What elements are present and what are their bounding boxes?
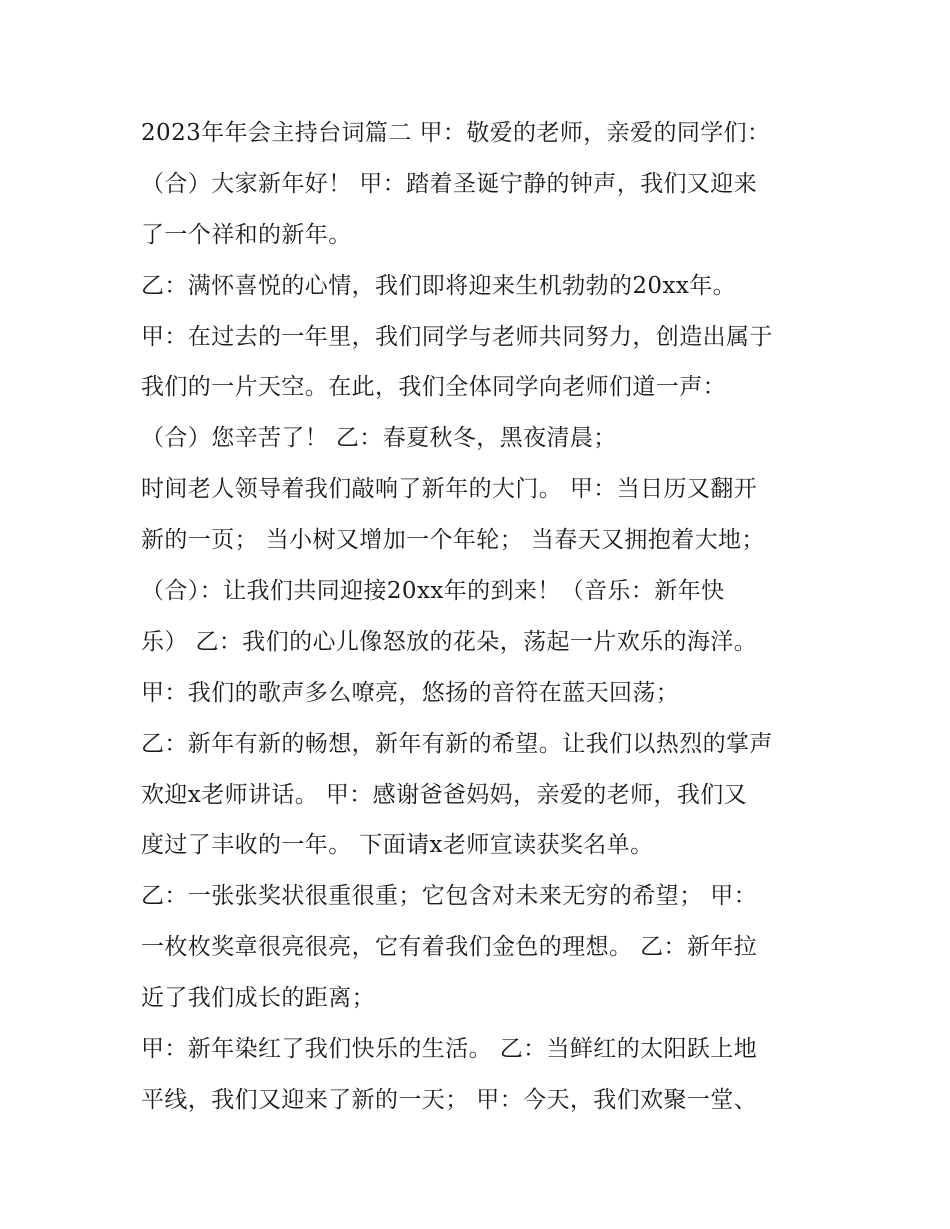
text-line: 新的一页； 当小树又增加一个年轮； 当春天又拥抱着大地； xyxy=(141,527,765,554)
text-line: 甲：新年染红了我们快乐的生活。 乙：当鲜红的太阳跃上地 xyxy=(141,1036,758,1063)
text-line: 乙：新年有新的畅想，新年有新的希望。让我们以热烈的掌声 xyxy=(141,730,773,757)
text-line: 时间老人领导着我们敲响了新年的大门。 甲：当日历又翻开 xyxy=(141,476,758,503)
text-line: 平线，我们又迎来了新的一天； 甲：今天，我们欢聚一堂、 xyxy=(141,1086,758,1113)
text-line: （合）大家新年好！ 甲：踏着圣诞宁静的钟声，我们又迎来 xyxy=(141,170,758,197)
text-line: （合）您辛苦了！ 乙：春夏秋冬，黑夜清晨； xyxy=(141,425,617,452)
text-line: 欢迎x老师讲话。 甲：感谢爸爸妈妈，亲爱的老师，我们又 xyxy=(141,781,748,808)
text-line: 我们的一片天空。在此，我们全体同学向老师们道一声： xyxy=(141,374,726,401)
text-line: 甲：在过去的一年里，我们同学与老师共同努力，创造出属于 xyxy=(141,323,773,350)
text-line: 近了我们成长的距离； xyxy=(141,985,375,1012)
text-line: 一枚枚奖章很亮很亮，它有着我们金色的理想。 乙：新年拉 xyxy=(141,934,758,961)
text-line: 度过了丰收的一年。 下面请x老师宣读获奖名单。 xyxy=(141,832,654,859)
text-line: 了一个祥和的新年。 xyxy=(141,221,352,248)
document-body xyxy=(141,108,831,1126)
text-line: （合）：让我们共同迎接20xx年的到来！（音乐：新年快 xyxy=(141,578,725,605)
text-line: 2023年年会主持台词篇二 甲：敬爱的老师，亲爱的同学们： xyxy=(141,120,771,146)
text-line: 甲：我们的歌声多么嘹亮，悠扬的音符在蓝天回荡； xyxy=(141,679,680,706)
text-line: 乐） 乙：我们的心儿像怒放的花朵，荡起一片欢乐的海洋。 xyxy=(141,628,758,655)
text-line: 乙：一张张奖状很重很重；它包含对未来无穷的希望； 甲： xyxy=(141,883,758,910)
text-line: 乙：满怀喜悦的心情，我们即将迎来生机勃勃的20xx年。 xyxy=(141,272,737,299)
